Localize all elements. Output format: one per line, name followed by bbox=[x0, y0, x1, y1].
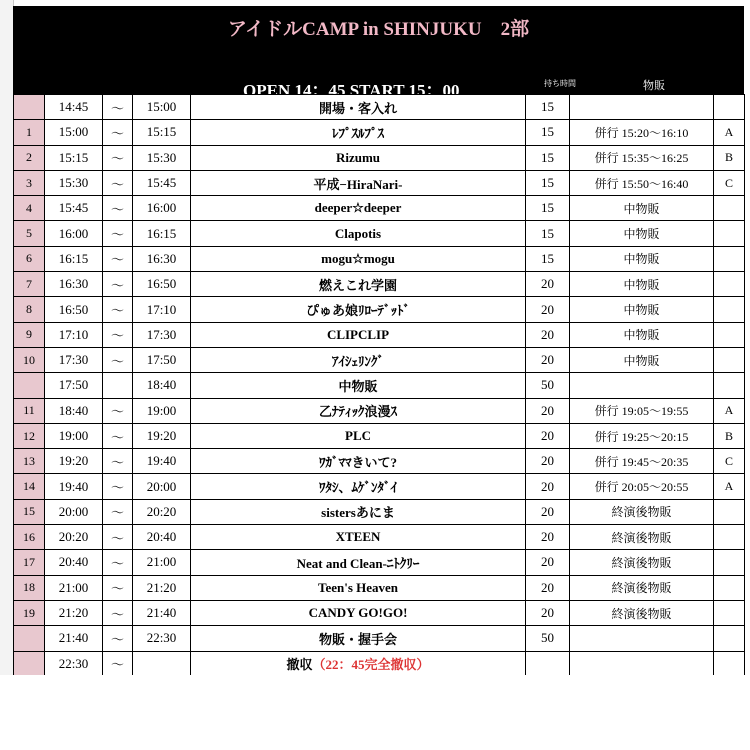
slot-cell[interactable]: A bbox=[714, 398, 745, 423]
tilde-cell[interactable]: ～ bbox=[103, 120, 133, 145]
slot-cell[interactable] bbox=[714, 221, 745, 246]
artist-cell[interactable]: CLIPCLIP bbox=[191, 322, 526, 347]
slot-cell[interactable] bbox=[714, 196, 745, 221]
merch-cell[interactable]: 中物販 bbox=[570, 347, 714, 372]
merch-cell[interactable]: 中物販 bbox=[570, 322, 714, 347]
slot-cell[interactable] bbox=[714, 246, 745, 271]
artist-cell[interactable]: Neat and Clean-ﾆﾄｸﾘｰ bbox=[191, 550, 526, 575]
duration-cell[interactable]: 20 bbox=[526, 474, 570, 499]
table-row bbox=[14, 600, 745, 625]
start-time-cell[interactable]: 16:15 bbox=[45, 246, 103, 271]
slot-cell[interactable] bbox=[714, 272, 745, 297]
start-time-cell[interactable]: 21:40 bbox=[45, 626, 103, 651]
slot-cell[interactable] bbox=[714, 322, 745, 347]
slot-cell[interactable] bbox=[714, 550, 745, 575]
row-number-cell[interactable]: 2 bbox=[14, 145, 45, 170]
tilde-cell[interactable]: ～ bbox=[103, 525, 133, 550]
merch-cell[interactable]: 中物販 bbox=[570, 297, 714, 322]
tilde-cell[interactable]: ～ bbox=[103, 600, 133, 625]
duration-cell[interactable] bbox=[526, 651, 570, 676]
start-time-cell[interactable]: 20:00 bbox=[45, 499, 103, 524]
tilde-cell[interactable]: ～ bbox=[103, 196, 133, 221]
end-time-cell[interactable]: 15:00 bbox=[133, 95, 191, 120]
start-time-cell[interactable]: 18:40 bbox=[45, 398, 103, 423]
merch-cell[interactable] bbox=[570, 626, 714, 651]
merch-header: 物販 bbox=[643, 80, 665, 92]
start-time-cell[interactable]: 21:00 bbox=[45, 575, 103, 600]
row-number-cell[interactable]: 15 bbox=[14, 499, 45, 524]
slot-cell[interactable]: B bbox=[714, 423, 745, 448]
row-number-cell[interactable]: 3 bbox=[14, 170, 45, 195]
artist-cell[interactable]: ﾜﾀｼ、ﾑｹﾞﾝﾀﾞｲ bbox=[191, 474, 526, 499]
row-number-cell[interactable]: 13 bbox=[14, 449, 45, 474]
artist-cell[interactable]: 燃えこれ学園 bbox=[191, 272, 526, 297]
table-row bbox=[14, 474, 745, 499]
artist-cell[interactable]: Clapotis bbox=[191, 221, 526, 246]
start-time-cell[interactable]: 19:20 bbox=[45, 449, 103, 474]
start-time-cell[interactable]: 20:40 bbox=[45, 550, 103, 575]
row-gutter bbox=[0, 0, 14, 675]
merch-cell[interactable]: 終演後物販 bbox=[570, 550, 714, 575]
start-time-cell[interactable]: 22:30 bbox=[45, 651, 103, 676]
start-time-cell[interactable]: 17:50 bbox=[45, 373, 103, 398]
row-number-cell[interactable]: 10 bbox=[14, 347, 45, 372]
merch-cell[interactable]: 併行 19:05～19:55 bbox=[570, 398, 714, 423]
table-row bbox=[14, 575, 745, 600]
artist-cell[interactable]: XTEEN bbox=[191, 525, 526, 550]
table-row bbox=[14, 449, 745, 474]
table-row bbox=[14, 221, 745, 246]
artist-cell[interactable]: Teen's Heaven bbox=[191, 575, 526, 600]
row-number-cell[interactable]: 6 bbox=[14, 246, 45, 271]
teardown-label: 撤収 bbox=[286, 657, 313, 673]
row-number-cell[interactable] bbox=[14, 651, 45, 676]
merch-cell[interactable] bbox=[570, 373, 714, 398]
table-row bbox=[14, 423, 745, 448]
end-time-cell[interactable]: 19:40 bbox=[133, 449, 191, 474]
slot-cell[interactable] bbox=[714, 373, 745, 398]
artist-cell[interactable]: PLC bbox=[191, 423, 526, 448]
merch-cell[interactable]: 中物販 bbox=[570, 272, 714, 297]
tilde-cell[interactable]: ～ bbox=[103, 347, 133, 372]
end-time-cell[interactable] bbox=[133, 651, 191, 676]
end-time-cell[interactable]: 19:20 bbox=[133, 423, 191, 448]
start-time-cell[interactable]: 14:45 bbox=[45, 95, 103, 120]
start-time-cell[interactable]: 20:20 bbox=[45, 525, 103, 550]
row-number-cell[interactable]: 8 bbox=[14, 297, 45, 322]
table-row bbox=[14, 196, 745, 221]
tilde-cell[interactable]: ～ bbox=[103, 575, 133, 600]
row-number-cell[interactable]: 18 bbox=[14, 575, 45, 600]
slot-cell[interactable] bbox=[714, 297, 745, 322]
tilde-cell[interactable]: ～ bbox=[103, 95, 133, 120]
merch-cell[interactable]: 併行 19:45～20:35 bbox=[570, 449, 714, 474]
slot-cell[interactable] bbox=[714, 600, 745, 625]
end-time-cell[interactable]: 16:00 bbox=[133, 196, 191, 221]
tilde-cell[interactable]: ～ bbox=[103, 145, 133, 170]
duration-cell[interactable]: 20 bbox=[526, 297, 570, 322]
start-time-cell[interactable]: 17:30 bbox=[45, 347, 103, 372]
end-time-cell[interactable]: 15:15 bbox=[133, 120, 191, 145]
artist-cell[interactable]: ﾜｶﾞﾏﾏきいて? bbox=[191, 449, 526, 474]
row-number-cell[interactable]: 5 bbox=[14, 221, 45, 246]
merch-cell[interactable]: 併行 15:35～16:25 bbox=[570, 145, 714, 170]
slot-cell[interactable] bbox=[714, 575, 745, 600]
timetable bbox=[13, 94, 745, 677]
tilde-cell[interactable]: ～ bbox=[103, 474, 133, 499]
table-row bbox=[14, 626, 745, 651]
artist-cell[interactable]: 乙ﾅﾃｨｯｸ浪漫ｽ bbox=[191, 398, 526, 423]
start-time-cell[interactable]: 15:45 bbox=[45, 196, 103, 221]
tilde-cell[interactable]: ～ bbox=[103, 499, 133, 524]
tilde-cell[interactable] bbox=[103, 373, 133, 398]
duration-cell[interactable]: 15 bbox=[526, 95, 570, 120]
artist-cell[interactable]: CANDY GO!GO! bbox=[191, 600, 526, 625]
slot-cell[interactable]: A bbox=[714, 474, 745, 499]
artist-cell[interactable]: 物販・握手会 bbox=[191, 626, 526, 651]
row-number-cell[interactable]: 7 bbox=[14, 272, 45, 297]
artist-cell[interactable]: ぴゅあ娘ﾘﾛｰﾃﾞｯﾄﾞ bbox=[191, 297, 526, 322]
merch-cell[interactable]: 併行 15:50～16:40 bbox=[570, 170, 714, 195]
end-time-cell[interactable]: 21:00 bbox=[133, 550, 191, 575]
table-row bbox=[14, 246, 745, 271]
row-number-cell[interactable]: 19 bbox=[14, 600, 45, 625]
duration-cell[interactable]: 15 bbox=[526, 145, 570, 170]
tilde-cell[interactable]: ～ bbox=[103, 423, 133, 448]
table-row bbox=[14, 347, 745, 372]
tilde-cell[interactable]: ～ bbox=[103, 272, 133, 297]
slot-cell[interactable]: C bbox=[714, 170, 745, 195]
slot-cell[interactable]: A bbox=[714, 120, 745, 145]
duration-cell[interactable]: 20 bbox=[526, 347, 570, 372]
end-time-cell[interactable]: 17:50 bbox=[133, 347, 191, 372]
duration-cell[interactable]: 20 bbox=[526, 272, 570, 297]
row-number-cell[interactable]: 12 bbox=[14, 423, 45, 448]
header-banner bbox=[13, 6, 744, 100]
row-number-cell[interactable]: 1 bbox=[14, 120, 45, 145]
merch-cell[interactable]: 中物販 bbox=[570, 246, 714, 271]
duration-cell[interactable]: 20 bbox=[526, 575, 570, 600]
open-start-time: OPEN 14：45 START 15：00 bbox=[243, 81, 460, 100]
slot-cell[interactable] bbox=[714, 347, 745, 372]
merch-cell[interactable]: 終演後物販 bbox=[570, 499, 714, 524]
end-time-cell[interactable]: 16:50 bbox=[133, 272, 191, 297]
slot-cell[interactable] bbox=[714, 95, 745, 120]
end-time-cell[interactable]: 16:30 bbox=[133, 246, 191, 271]
row-number-cell[interactable]: 16 bbox=[14, 525, 45, 550]
table-row bbox=[14, 398, 745, 423]
tilde-cell[interactable]: ～ bbox=[103, 170, 133, 195]
table-row bbox=[14, 272, 745, 297]
end-time-cell[interactable]: 15:45 bbox=[133, 170, 191, 195]
tilde-cell[interactable]: ～ bbox=[103, 651, 133, 676]
slot-cell[interactable] bbox=[714, 525, 745, 550]
end-time-cell[interactable]: 17:30 bbox=[133, 322, 191, 347]
event-title: アイドルCAMP in SHINJUKU 2部 bbox=[227, 19, 530, 40]
artist-cell[interactable] bbox=[191, 651, 526, 676]
table-row bbox=[14, 550, 745, 575]
start-time-cell[interactable]: 17:10 bbox=[45, 322, 103, 347]
merch-cell[interactable]: 中物販 bbox=[570, 221, 714, 246]
table-row bbox=[14, 120, 745, 145]
table-row bbox=[14, 322, 745, 347]
duration-cell[interactable]: 50 bbox=[526, 373, 570, 398]
table-row bbox=[14, 170, 745, 195]
merch-cell[interactable] bbox=[570, 651, 714, 676]
end-time-cell[interactable]: 20:20 bbox=[133, 499, 191, 524]
start-time-cell[interactable]: 16:00 bbox=[45, 221, 103, 246]
row-number-cell[interactable]: 9 bbox=[14, 322, 45, 347]
duration-cell[interactable]: 20 bbox=[526, 499, 570, 524]
tilde-cell[interactable]: ～ bbox=[103, 297, 133, 322]
end-time-cell[interactable]: 17:10 bbox=[133, 297, 191, 322]
merch-cell[interactable]: 中物販 bbox=[570, 196, 714, 221]
start-time-cell[interactable]: 21:20 bbox=[45, 600, 103, 625]
end-time-cell[interactable]: 22:30 bbox=[133, 626, 191, 651]
duration-cell[interactable]: 20 bbox=[526, 600, 570, 625]
duration-cell[interactable]: 50 bbox=[526, 626, 570, 651]
slot-cell[interactable] bbox=[714, 651, 745, 676]
slot-cell[interactable]: C bbox=[714, 449, 745, 474]
end-time-cell[interactable]: 20:00 bbox=[133, 474, 191, 499]
start-time-cell[interactable]: 19:00 bbox=[45, 423, 103, 448]
end-time-cell[interactable]: 18:40 bbox=[133, 373, 191, 398]
duration-cell[interactable]: 20 bbox=[526, 550, 570, 575]
artist-cell[interactable]: 平成−HiraNari- bbox=[191, 170, 526, 195]
duration-cell[interactable]: 20 bbox=[526, 525, 570, 550]
artist-cell[interactable]: deeper☆deeper bbox=[191, 196, 526, 221]
merch-cell[interactable]: 終演後物販 bbox=[570, 600, 714, 625]
tilde-cell[interactable]: ～ bbox=[103, 550, 133, 575]
row-number-cell[interactable]: 4 bbox=[14, 196, 45, 221]
duration-cell[interactable]: 15 bbox=[526, 196, 570, 221]
tilde-cell[interactable]: ～ bbox=[103, 246, 133, 271]
duration-header: 持ち時間 bbox=[544, 79, 576, 88]
duration-cell[interactable]: 15 bbox=[526, 120, 570, 145]
row-number-cell[interactable]: 11 bbox=[14, 398, 45, 423]
artist-cell[interactable]: sistersあにま bbox=[191, 499, 526, 524]
table-row bbox=[14, 499, 745, 524]
empty-area bbox=[0, 675, 750, 750]
end-time-cell[interactable]: 16:15 bbox=[133, 221, 191, 246]
start-time-cell[interactable]: 15:15 bbox=[45, 145, 103, 170]
merch-cell[interactable]: 終演後物販 bbox=[570, 575, 714, 600]
slot-cell[interactable] bbox=[714, 626, 745, 651]
row-number-cell[interactable]: 14 bbox=[14, 474, 45, 499]
duration-cell[interactable]: 15 bbox=[526, 170, 570, 195]
row-number-cell[interactable]: 17 bbox=[14, 550, 45, 575]
row-number-cell[interactable] bbox=[14, 95, 45, 120]
table-row bbox=[14, 525, 745, 550]
duration-cell[interactable]: 20 bbox=[526, 398, 570, 423]
duration-cell[interactable]: 20 bbox=[526, 449, 570, 474]
tilde-cell[interactable]: ～ bbox=[103, 398, 133, 423]
duration-cell[interactable]: 15 bbox=[526, 221, 570, 246]
tilde-cell[interactable]: ～ bbox=[103, 449, 133, 474]
end-time-cell[interactable]: 21:20 bbox=[133, 575, 191, 600]
artist-cell[interactable]: Rizumu bbox=[191, 145, 526, 170]
end-time-cell[interactable]: 19:00 bbox=[133, 398, 191, 423]
table-row bbox=[14, 651, 745, 676]
merch-cell[interactable]: 併行 19:25～20:15 bbox=[570, 423, 714, 448]
tilde-cell[interactable]: ～ bbox=[103, 626, 133, 651]
table-row bbox=[14, 95, 745, 120]
artist-cell[interactable]: 中物販 bbox=[191, 373, 526, 398]
tilde-cell[interactable]: ～ bbox=[103, 322, 133, 347]
row-number-cell[interactable] bbox=[14, 373, 45, 398]
artist-cell[interactable]: ｱｲｼｪﾘﾝｸﾞ bbox=[191, 347, 526, 372]
row-number-cell[interactable] bbox=[14, 626, 45, 651]
slot-cell[interactable] bbox=[714, 499, 745, 524]
slot-cell[interactable]: B bbox=[714, 145, 745, 170]
start-time-cell[interactable]: 15:30 bbox=[45, 170, 103, 195]
table-row bbox=[14, 373, 745, 398]
end-time-cell[interactable]: 15:30 bbox=[133, 145, 191, 170]
start-time-cell[interactable]: 16:50 bbox=[45, 297, 103, 322]
table-row bbox=[14, 145, 745, 170]
artist-cell[interactable]: ﾚﾌﾟｽﾙﾌﾟｽ bbox=[191, 120, 526, 145]
artist-cell[interactable]: mogu☆mogu bbox=[191, 246, 526, 271]
merch-cell[interactable]: 終演後物販 bbox=[570, 525, 714, 550]
merch-cell[interactable]: 併行 15:20～16:10 bbox=[570, 120, 714, 145]
merch-cell[interactable] bbox=[570, 95, 714, 120]
start-time-cell[interactable]: 15:00 bbox=[45, 120, 103, 145]
start-time-cell[interactable]: 16:30 bbox=[45, 272, 103, 297]
end-time-cell[interactable]: 21:40 bbox=[133, 600, 191, 625]
teardown-note: （22：45完全撤収） bbox=[312, 657, 430, 673]
duration-cell[interactable]: 20 bbox=[526, 423, 570, 448]
table-row bbox=[14, 297, 745, 322]
start-time-cell[interactable]: 19:40 bbox=[45, 474, 103, 499]
end-time-cell[interactable]: 20:40 bbox=[133, 525, 191, 550]
tilde-cell[interactable]: ～ bbox=[103, 221, 133, 246]
merch-cell[interactable]: 併行 20:05～20:55 bbox=[570, 474, 714, 499]
artist-cell[interactable]: 開場・客入れ bbox=[191, 95, 526, 120]
duration-cell[interactable]: 15 bbox=[526, 246, 570, 271]
duration-cell[interactable]: 20 bbox=[526, 322, 570, 347]
